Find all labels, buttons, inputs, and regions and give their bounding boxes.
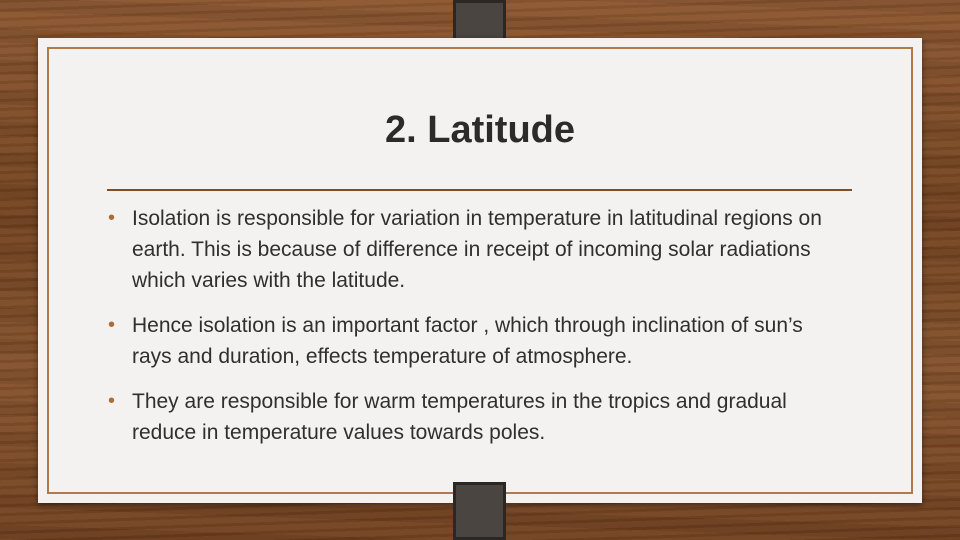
bullet-marker-icon: •: [108, 314, 116, 336]
bullet-text-2: Hence isolation is an important factor , which through inclination of sun’s rays and duration, effects temperature of atmosphere.: [132, 314, 803, 368]
bullet-item-3: [108, 386, 848, 448]
bottom-binder-clip: [453, 482, 506, 540]
bullet-list: [108, 203, 848, 462]
bullet-marker-icon: •: [108, 390, 116, 412]
bullet-item-2: [108, 310, 848, 372]
bullet-text-3: They are responsible for warm temperatures in the tropics and gradual reduce in temperature values towards poles.: [132, 390, 787, 444]
title-divider: [107, 189, 852, 191]
bullet-item-1: [108, 203, 848, 296]
slide-title: 2. Latitude: [384, 109, 576, 151]
bullet-text-1: Isolation is responsible for variation in temperature in latitudinal regions on earth. This is because of difference in receipt of incoming solar radiations which varies with the latitude.: [132, 207, 822, 292]
bullet-marker-icon: •: [108, 207, 116, 229]
